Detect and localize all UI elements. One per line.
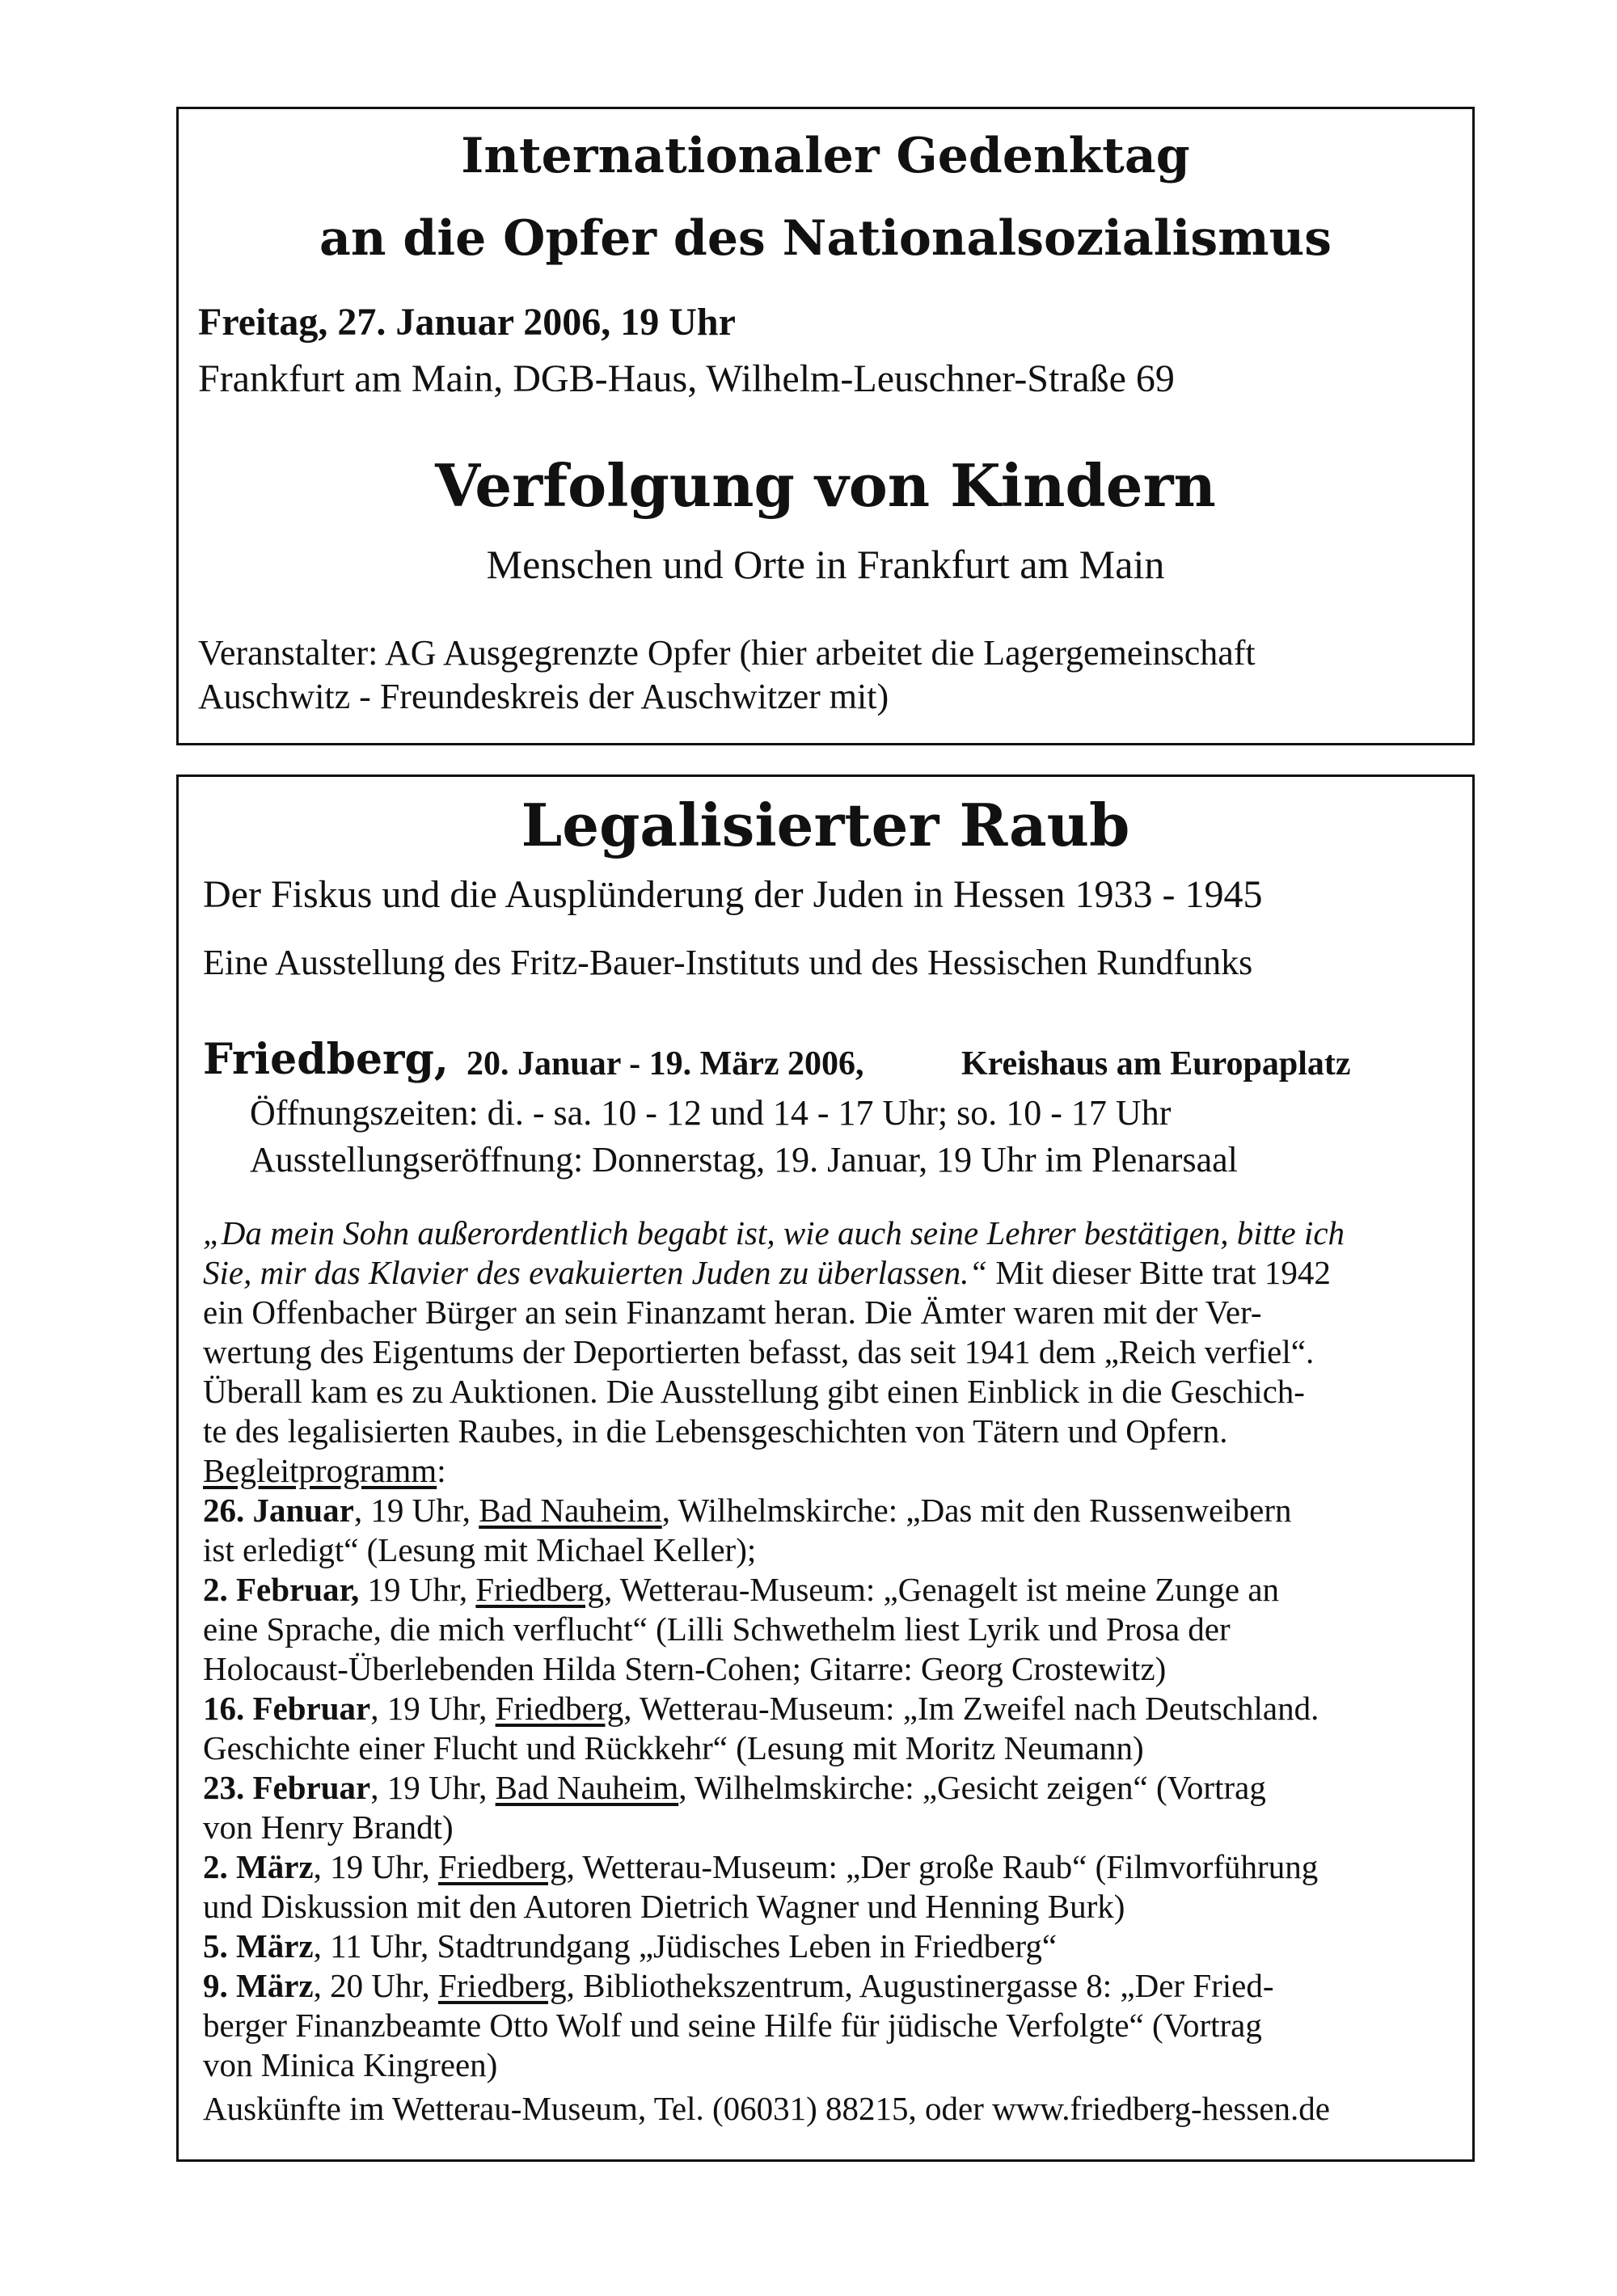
program-item-line: berger Finanzbeamte Otto Wolf und seine Hilfe für jüdische Verfolgte“ (Vortrag — [203, 2007, 1262, 2044]
program-item: 26. Januar, 19 Uhr, Bad Nauheim, Wilhelmskirche: „Das mit den Russenweibern — [203, 1492, 1292, 1529]
event-box-legalisierter-raub — [176, 774, 1475, 2162]
event2-description — [203, 1213, 1448, 2085]
program-date: 16. Februar — [203, 1690, 371, 1727]
program-date: 2. März — [203, 1848, 314, 1885]
event1-date: Freitag, 27. Januar 2006, 19 Uhr — [198, 301, 736, 344]
intro-text: Mit dieser Bitte trat 1942 — [987, 1254, 1331, 1291]
program-place: Bad Nauheim — [479, 1492, 662, 1529]
event1-location: Frankfurt am Main, DGB-Haus, Wilhelm-Leuschner-Straße 69 — [198, 357, 1175, 400]
program-item: 5. März, 11 Uhr, Stadtrundgang „Jüdisches Leben in Friedberg“ — [203, 1927, 1058, 1965]
program-place: Friedberg — [475, 1571, 605, 1608]
program-item-line: ist erledigt“ (Lesung mit Michael Keller); — [203, 1531, 757, 1568]
program-item: 2. Februar, 19 Uhr, Friedberg, Wetterau-Museum: „Genagelt ist meine Zunge an — [203, 1571, 1280, 1608]
program-item: 23. Februar, 19 Uhr, Bad Nauheim, Wilhelmskirche: „Gesicht zeigen“ (Vortrag — [203, 1769, 1266, 1806]
event-box-gedenktag — [176, 107, 1475, 745]
event2-opening: Ausstellungseröffnung: Donnerstag, 19. Januar, 19 Uhr im Plenarsaal — [250, 1140, 1238, 1180]
quote-line: „Da mein Sohn außerordentlich begabt ist, wie auch seine Lehrer bestätigen, bitte ich — [203, 1214, 1345, 1251]
event2-exhibition-by: Eine Ausstellung des Fritz-Bauer-Instituts und des Hessischen Rundfunks — [203, 943, 1253, 982]
program-item-line: und Diskussion mit den Autoren Dietrich Wagner und Henning Burk) — [203, 1888, 1125, 1925]
event1-talk-title: Verfolgung von Kindern — [435, 451, 1216, 520]
event2-dates: 20. Januar - 19. März 2006, — [467, 1045, 864, 1083]
program-date: 9. März — [203, 1967, 314, 2004]
event2-opening-hours: Öffnungszeiten: di. - sa. 10 - 12 und 14 - 17 Uhr; so. 10 - 17 Uhr — [250, 1093, 1172, 1133]
program-place: Friedberg — [495, 1690, 624, 1727]
intro-text: te des legalisierten Raubes, in die Lebensgeschichten von Tätern und Opfern. — [203, 1412, 1228, 1450]
event2-venue: Kreishaus am Europaplatz — [961, 1045, 1351, 1083]
event2-contact: Auskünfte im Wetterau-Museum, Tel. (06031) 88215, oder www.friedberg-hessen.de — [203, 2090, 1330, 2127]
event2-city: Friedberg, — [203, 1035, 449, 1084]
event2-subtitle: Der Fiskus und die Ausplünderung der Juden in Hessen 1933 - 1945 — [203, 873, 1263, 916]
program-date: 2. Februar, — [203, 1571, 360, 1608]
program-item-line: eine Sprache, die mich verflucht“ (Lilli Schwethelm liest Lyrik und Prosa der — [203, 1610, 1231, 1648]
program-item-line: von Minica Kingreen) — [203, 2046, 498, 2083]
event1-title-line1: Internationaler Gedenktag — [461, 128, 1190, 184]
program-heading: Begleitprogramm — [203, 1452, 437, 1489]
quote-line: Sie, mir das Klavier des evakuierten Juden zu überlassen.“ — [203, 1254, 988, 1291]
intro-text: wertung des Eigentums der Deportierten befasst, das seit 1941 dem „Reich verfiel“. — [203, 1333, 1315, 1370]
program-heading-line: Begleitprogramm: — [203, 1452, 446, 1489]
intro-text: Überall kam es zu Auktionen. Die Ausstellung gibt einen Einblick in die Geschich- — [203, 1373, 1305, 1410]
program-date: 5. März — [203, 1927, 314, 1965]
program-item-line: Geschichte einer Flucht und Rückkehr“ (Lesung mit Moritz Neumann) — [203, 1729, 1144, 1766]
intro-text: ein Offenbacher Bürger an sein Finanzamt heran. Die Ämter waren mit der Ver- — [203, 1294, 1262, 1331]
program-item: 2. März, 19 Uhr, Friedberg, Wetterau-Museum: „Der große Raub“ (Filmvorführung — [203, 1848, 1319, 1885]
program-place: Friedberg — [437, 1848, 567, 1885]
event1-talk-subtitle: Menschen und Orte in Frankfurt am Main — [486, 542, 1165, 587]
event2-title: Legalisierter Raub — [521, 791, 1130, 859]
program-place: Bad Nauheim — [495, 1769, 679, 1806]
program-item-line: von Henry Brandt) — [203, 1809, 454, 1846]
event1-title-line2: an die Opfer des Nationalsozialismus — [319, 210, 1332, 267]
program-place: Friedberg — [437, 1967, 567, 2004]
program-item: 9. März, 20 Uhr, Friedberg, Bibliothekszentrum, Augustinergasse 8: „Der Fried- — [203, 1967, 1274, 2004]
program-date: 23. Februar — [203, 1769, 371, 1806]
program-item: 16. Februar, 19 Uhr, Friedberg, Wetterau-Museum: „Im Zweifel nach Deutschland. — [203, 1690, 1319, 1727]
event1-organizer-line1: Veranstalter: AG Ausgegrenzte Opfer (hier arbeitet die Lagergemeinschaft — [198, 633, 1256, 673]
event1-organizer-line2: Auschwitz - Freundeskreis der Auschwitzer mit) — [198, 677, 889, 716]
program-item-line: Holocaust-Überlebenden Hilda Stern-Cohen; Gitarre: Georg Crostewitz) — [203, 1650, 1167, 1687]
program-date: 26. Januar — [203, 1492, 354, 1529]
